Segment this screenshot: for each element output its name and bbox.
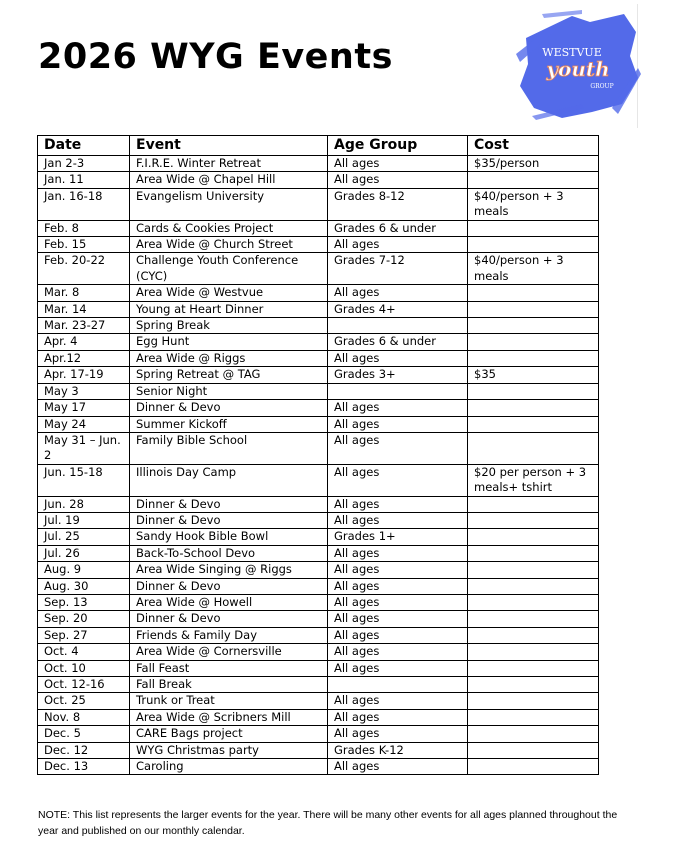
table-row — [38, 512, 599, 528]
cell-age-group: Grades 7-12 — [328, 253, 468, 285]
cell-age-group: All ages — [328, 416, 468, 432]
cell-date: Sep. 13 — [38, 594, 130, 610]
cell-date: May 17 — [38, 400, 130, 416]
table-row — [38, 156, 599, 172]
cell-event: Illinois Day Camp — [130, 464, 328, 496]
cell-event: Dinner & Devo — [130, 611, 328, 627]
cell-event: Area Wide @ Howell — [130, 594, 328, 610]
table-row — [38, 660, 599, 676]
cell-age-group: All ages — [328, 693, 468, 709]
cell-cost — [468, 660, 599, 676]
cell-cost — [468, 220, 599, 236]
cell-date: Oct. 10 — [38, 660, 130, 676]
cell-date: Jun. 15-18 — [38, 464, 130, 496]
cell-date: Oct. 4 — [38, 644, 130, 660]
cell-age-group: All ages — [328, 237, 468, 253]
cell-date: Dec. 5 — [38, 726, 130, 742]
table-row — [38, 400, 599, 416]
cell-date: Oct. 25 — [38, 693, 130, 709]
cell-cost — [468, 709, 599, 725]
cell-cost — [468, 318, 599, 334]
cell-event: Dinner & Devo — [130, 496, 328, 512]
cell-age-group: Grades K-12 — [328, 742, 468, 758]
cell-age-group: Grades 6 & under — [328, 220, 468, 236]
westvue-youth-group-logo — [512, 8, 642, 122]
table-row — [38, 237, 599, 253]
table-row — [38, 545, 599, 561]
cell-event: F.I.R.E. Winter Retreat — [130, 156, 328, 172]
table-row — [38, 416, 599, 432]
cell-event: Fall Break — [130, 677, 328, 693]
cell-age-group — [328, 677, 468, 693]
cell-age-group: All ages — [328, 759, 468, 775]
header-date: Date — [38, 136, 130, 156]
cell-cost — [468, 301, 599, 317]
cell-date: Apr.12 — [38, 350, 130, 366]
cell-event: Area Wide @ Scribners Mill — [130, 709, 328, 725]
cell-event: Sandy Hook Bible Bowl — [130, 529, 328, 545]
cell-event: Friends & Family Day — [130, 627, 328, 643]
cell-cost — [468, 677, 599, 693]
cell-age-group: All ages — [328, 726, 468, 742]
cell-cost — [468, 644, 599, 660]
footer-note: NOTE: This list represents the larger events for the year. There will be many other events for all ages planned throughout the year and published on our monthly calendar. — [38, 808, 618, 837]
table-row — [38, 172, 599, 188]
cell-age-group: All ages — [328, 545, 468, 561]
cell-cost: $35/person — [468, 156, 599, 172]
cell-cost — [468, 237, 599, 253]
table-row — [38, 301, 599, 317]
cell-cost — [468, 627, 599, 643]
table-row — [38, 578, 599, 594]
cell-cost — [468, 611, 599, 627]
cell-cost — [468, 726, 599, 742]
cell-event: Area Wide @ Cornersville — [130, 644, 328, 660]
table-header-row — [38, 136, 599, 156]
cell-cost — [468, 545, 599, 561]
header-age-group: Age Group — [328, 136, 468, 156]
cell-date: Mar. 23-27 — [38, 318, 130, 334]
cell-cost — [468, 742, 599, 758]
cell-age-group — [328, 383, 468, 399]
table-row — [38, 383, 599, 399]
table-row — [38, 350, 599, 366]
cell-date: Jul. 19 — [38, 512, 130, 528]
cell-age-group: All ages — [328, 660, 468, 676]
cell-date: May 3 — [38, 383, 130, 399]
cell-date: Feb. 20-22 — [38, 253, 130, 285]
cell-age-group: All ages — [328, 709, 468, 725]
header-cost: Cost — [468, 136, 599, 156]
table-row — [38, 220, 599, 236]
cell-date: May 31 – Jun. 2 — [38, 432, 130, 464]
cell-date: Mar. 14 — [38, 301, 130, 317]
cell-cost: $20 per person + 3 meals+ tshirt — [468, 464, 599, 496]
cell-date: May 24 — [38, 416, 130, 432]
cell-event: Spring Break — [130, 318, 328, 334]
cell-cost — [468, 432, 599, 464]
logo-text-westvue: WESTVUE — [542, 46, 602, 59]
table-row — [38, 188, 599, 220]
cell-date: Jul. 26 — [38, 545, 130, 561]
cell-event: Challenge Youth Conference (CYC) — [130, 253, 328, 285]
cell-age-group: Grades 4+ — [328, 301, 468, 317]
cell-event: Young at Heart Dinner — [130, 301, 328, 317]
table-row — [38, 334, 599, 350]
cell-event: WYG Christmas party — [130, 742, 328, 758]
cell-date: Dec. 12 — [38, 742, 130, 758]
cell-age-group: Grades 6 & under — [328, 334, 468, 350]
cell-event: Spring Retreat @ TAG — [130, 367, 328, 383]
table-row — [38, 644, 599, 660]
cell-age-group: Grades 8-12 — [328, 188, 468, 220]
cell-date: Sep. 27 — [38, 627, 130, 643]
table-row — [38, 759, 599, 775]
cell-cost — [468, 172, 599, 188]
cell-cost — [468, 529, 599, 545]
cell-date: Nov. 8 — [38, 709, 130, 725]
cell-event: Trunk or Treat — [130, 693, 328, 709]
cell-cost — [468, 350, 599, 366]
table-row — [38, 253, 599, 285]
cell-cost — [468, 759, 599, 775]
cell-cost — [468, 416, 599, 432]
cell-cost — [468, 496, 599, 512]
cell-event: Summer Kickoff — [130, 416, 328, 432]
cell-cost — [468, 334, 599, 350]
cell-event: Cards & Cookies Project — [130, 220, 328, 236]
cell-event: Area Wide @ Church Street — [130, 237, 328, 253]
cell-cost: $40/person + 3 meals — [468, 188, 599, 220]
cell-cost — [468, 400, 599, 416]
cell-date: Apr. 4 — [38, 334, 130, 350]
cell-event: Dinner & Devo — [130, 400, 328, 416]
cell-cost — [468, 512, 599, 528]
cell-age-group: All ages — [328, 496, 468, 512]
cell-date: Sep. 20 — [38, 611, 130, 627]
cell-date: Feb. 8 — [38, 220, 130, 236]
cell-date: Jun. 28 — [38, 496, 130, 512]
table-row — [38, 594, 599, 610]
table-row — [38, 742, 599, 758]
cell-age-group: All ages — [328, 172, 468, 188]
cell-event: Area Wide @ Chapel Hill — [130, 172, 328, 188]
cell-date: Jan. 11 — [38, 172, 130, 188]
table-row — [38, 318, 599, 334]
cell-cost — [468, 383, 599, 399]
cell-event: Back-To-School Devo — [130, 545, 328, 561]
cell-event: Senior Night — [130, 383, 328, 399]
cell-age-group: All ages — [328, 285, 468, 301]
table-row — [38, 611, 599, 627]
logo-text-group: GROUP — [590, 83, 614, 90]
table-row — [38, 709, 599, 725]
cell-age-group: Grades 1+ — [328, 529, 468, 545]
events-table — [37, 135, 599, 775]
cell-event: Area Wide @ Riggs — [130, 350, 328, 366]
cell-event: Dinner & Devo — [130, 512, 328, 528]
header-event: Event — [130, 136, 328, 156]
cell-event: Egg Hunt — [130, 334, 328, 350]
cell-event: Evangelism University — [130, 188, 328, 220]
cell-cost — [468, 562, 599, 578]
cell-age-group: All ages — [328, 464, 468, 496]
page-title: 2026 WYG Events — [38, 37, 393, 77]
table-row — [38, 529, 599, 545]
table-row — [38, 562, 599, 578]
cell-date: Jul. 25 — [38, 529, 130, 545]
cell-date: Aug. 9 — [38, 562, 130, 578]
cell-date: Mar. 8 — [38, 285, 130, 301]
cell-age-group: All ages — [328, 156, 468, 172]
cell-date: Feb. 15 — [38, 237, 130, 253]
cell-date: Oct. 12-16 — [38, 677, 130, 693]
logo-text-youth: youth — [546, 57, 610, 81]
cell-cost — [468, 693, 599, 709]
table-row — [38, 627, 599, 643]
cell-cost: $35 — [468, 367, 599, 383]
cell-event: Area Wide Singing @ Riggs — [130, 562, 328, 578]
cell-cost: $40/person + 3 meals — [468, 253, 599, 285]
cell-age-group: All ages — [328, 644, 468, 660]
table-row — [38, 677, 599, 693]
cell-cost — [468, 594, 599, 610]
cell-date: Apr. 17-19 — [38, 367, 130, 383]
table-row — [38, 432, 599, 464]
cell-age-group: All ages — [328, 432, 468, 464]
cell-cost — [468, 285, 599, 301]
cell-event: Family Bible School — [130, 432, 328, 464]
cell-date: Jan 2-3 — [38, 156, 130, 172]
cell-age-group: All ages — [328, 512, 468, 528]
cell-age-group: All ages — [328, 594, 468, 610]
cell-event: Dinner & Devo — [130, 578, 328, 594]
cell-age-group: All ages — [328, 400, 468, 416]
cell-age-group: Grades 3+ — [328, 367, 468, 383]
cell-date: Jan. 16-18 — [38, 188, 130, 220]
cell-age-group — [328, 318, 468, 334]
cell-event: Fall Feast — [130, 660, 328, 676]
table-row — [38, 496, 599, 512]
cell-event: Area Wide @ Westvue — [130, 285, 328, 301]
cell-cost — [468, 578, 599, 594]
cell-date: Dec. 13 — [38, 759, 130, 775]
cell-age-group: All ages — [328, 611, 468, 627]
cell-age-group: All ages — [328, 627, 468, 643]
cell-age-group: All ages — [328, 350, 468, 366]
cell-age-group: All ages — [328, 578, 468, 594]
cell-date: Aug. 30 — [38, 578, 130, 594]
table-row — [38, 464, 599, 496]
table-row — [38, 367, 599, 383]
table-row — [38, 693, 599, 709]
cell-age-group: All ages — [328, 562, 468, 578]
cell-event: CARE Bags project — [130, 726, 328, 742]
table-row — [38, 285, 599, 301]
table-row — [38, 726, 599, 742]
cell-event: Caroling — [130, 759, 328, 775]
